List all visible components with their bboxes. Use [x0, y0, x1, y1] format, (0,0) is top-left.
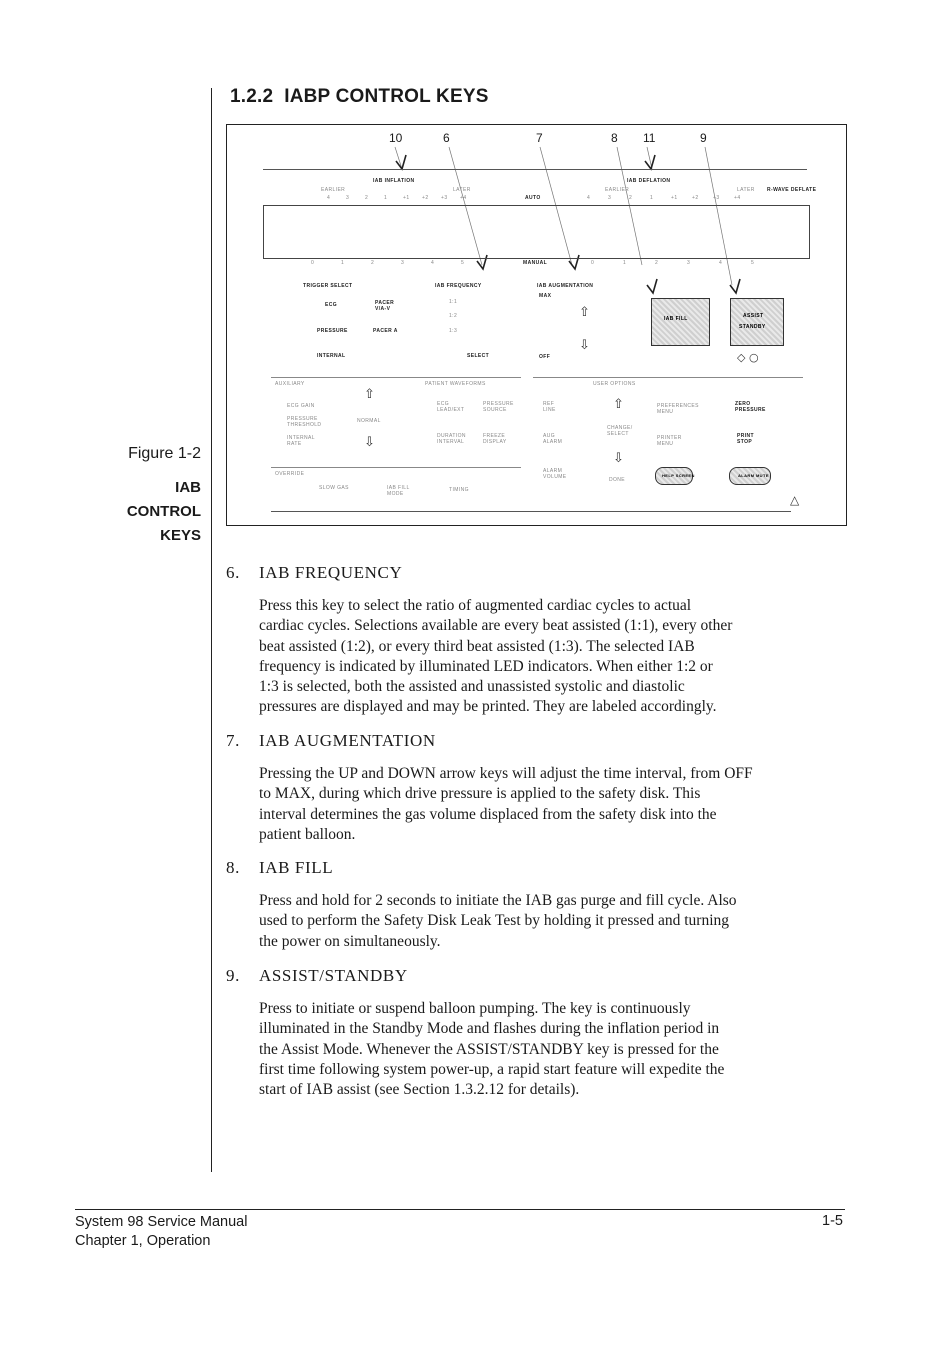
item-body [259, 999, 838, 1100]
body-line: beat assisted (1:2), or every third beat assisted (1:3). The selected IAB [259, 637, 695, 655]
pressure-trigger-label: PRESSURE [317, 328, 348, 334]
freeze-display-key[interactable]: FREEZE DISPLAY [483, 433, 507, 445]
item-number: 6. [226, 563, 240, 582]
assist-indicator-icon: ◇ ○ [737, 351, 759, 364]
item-iab-augmentation [226, 731, 838, 845]
callout-11: 11 [643, 131, 656, 145]
body-line: to MAX, during which drive pressure is applied to the safety disk. This [259, 785, 701, 803]
deflation-bottom-tick: 5 [751, 260, 755, 266]
done-key[interactable]: DONE [609, 477, 626, 483]
figure-caption [111, 441, 201, 548]
body-line: patient balloon. [259, 825, 356, 843]
pressure-threshold-label[interactable]: PRESSURE THRESHOLD [287, 416, 322, 428]
deflation-earlier-label: EARLIER [605, 187, 630, 193]
item-assist-standby [226, 966, 838, 1100]
frequency-select-key[interactable]: SELECT [467, 353, 490, 359]
internal-rate-label[interactable]: INTERNAL RATE [287, 435, 315, 447]
ref-line-key[interactable]: REF LINE [543, 401, 556, 413]
aux-down-arrow-icon[interactable]: ⇩ [364, 435, 375, 450]
duration-interval-key[interactable]: DURATION INTERVAL [437, 433, 466, 445]
inflation-bottom-tick: 5 [461, 260, 465, 266]
body-line: pressures are displayed and may be printed. They are labeled accordingly. [259, 698, 717, 716]
warning-triangle-icon: △ [790, 493, 800, 507]
deflation-scale-tick: +2 [692, 195, 699, 201]
inflation-scale-tick: +1 [403, 195, 410, 201]
deflation-scale-tick: 3 [608, 195, 612, 201]
page-number: 1-5 [822, 1213, 843, 1229]
ecg-gain-label[interactable]: ECG GAIN [287, 403, 315, 409]
patient-waveforms-label: PATIENT WAVEFORMS [425, 381, 486, 387]
deflation-scale-tick: 2 [629, 195, 633, 201]
callout-6: 6 [443, 131, 450, 145]
iab-frequency-label: IAB FREQUENCY [435, 283, 482, 289]
callout-7: 7 [536, 131, 543, 145]
inflation-scale-tick: +4 [460, 195, 467, 201]
inflation-bottom-tick: 2 [371, 260, 375, 266]
auxiliary-label: AUXILIARY [275, 381, 305, 387]
iab-fill-key[interactable] [651, 298, 710, 346]
item-number: 9. [226, 966, 240, 985]
body-line: the power on simultaneously. [259, 932, 441, 950]
chapter-title: Chapter 1, Operation [75, 1233, 211, 1249]
figure-title: IAB CONTROL KEYS [126, 479, 201, 544]
body-line: Press to initiate or suspend balloon pumping. The key is continuously [259, 1000, 691, 1017]
body-line: interval determines the gas volume displaced from the safety disk into the [259, 805, 717, 823]
trigger-select-label: TRIGGER SELECT [303, 283, 353, 289]
item-number: 8. [226, 858, 240, 877]
auto-label: AUTO [525, 195, 541, 201]
item-heading: ASSIST/STANDBY [259, 966, 408, 985]
inflation-scale-tick: +2 [422, 195, 429, 201]
slow-gas-key[interactable]: SLOW GAS [319, 485, 349, 491]
panel-bottom-edge [271, 511, 791, 512]
normal-label: NORMAL [357, 418, 381, 424]
panel-top-edge [263, 169, 807, 171]
aux-up-arrow-icon[interactable]: ⇧ [364, 387, 375, 402]
change-select-key[interactable]: CHANGE/ SELECT [607, 425, 633, 437]
alarm-volume-key[interactable]: ALARM VOLUME [543, 468, 567, 480]
alarm-mute-label: ALARM MUTE [738, 473, 769, 478]
deflation-bottom-tick: 1 [623, 260, 627, 266]
item-body [259, 891, 838, 952]
inflation-bottom-tick: 1 [341, 260, 345, 266]
figure-number: Figure 1-2 [128, 445, 201, 462]
ecg-trigger-label: ECG [325, 302, 338, 308]
footer-rule [75, 1209, 845, 1210]
item-heading: IAB AUGMENTATION [259, 731, 436, 750]
body-line: Press this key to select the ratio of augmented cardiac cycles to actual [259, 597, 692, 614]
augmentation-down-arrow-icon[interactable]: ⇩ [579, 338, 590, 353]
display-window [263, 205, 810, 259]
printer-menu-key[interactable]: PRINTER MENU [657, 435, 682, 447]
item-iab-fill [226, 858, 838, 952]
user-options-label: USER OPTIONS [593, 381, 636, 387]
item-heading: IAB FREQUENCY [259, 563, 403, 582]
item-number: 7. [226, 731, 240, 750]
iab-fill-mode-key[interactable]: IAB FILL MODE [387, 485, 410, 497]
deflation-scale-tick: +4 [734, 195, 741, 201]
ratio-1-2-label: 1:2 [449, 313, 458, 319]
pacer-vv-label: PACER V/A-V [375, 300, 395, 312]
body-line: illuminated in the Standby Mode and flashes during the inflation period in [259, 1020, 720, 1038]
deflation-bottom-tick: 2 [655, 260, 659, 266]
pacer-a-label: PACER A [373, 328, 398, 334]
inflation-bottom-tick: 3 [401, 260, 405, 266]
print-stop-key[interactable]: PRINT STOP [737, 433, 754, 445]
section-divider [271, 377, 521, 378]
inflation-later-label: LATER [453, 187, 471, 193]
body-line: used to perform the Safety Disk Leak Test by holding it pressed and turning [259, 912, 729, 930]
override-label: OVERRIDE [275, 471, 305, 477]
deflation-scale-tick: +3 [713, 195, 720, 201]
body-line: Pressing the UP and DOWN arrow keys will adjust the time interval, from OFF [259, 765, 753, 782]
user-up-arrow-icon[interactable]: ⇧ [613, 397, 624, 412]
item-iab-frequency [226, 563, 838, 718]
help-screen-key[interactable] [655, 467, 693, 485]
item-heading: IAB FILL [259, 858, 334, 877]
ecg-lead-key[interactable]: ECG LEAD/EXT [437, 401, 465, 413]
assist-standby-key[interactable] [730, 298, 784, 346]
user-down-arrow-icon[interactable]: ⇩ [613, 451, 624, 466]
deflation-bottom-tick: 4 [719, 260, 723, 266]
inflation-scale-tick: 2 [365, 195, 369, 201]
deflation-scale-tick: 1 [650, 195, 654, 201]
footer-left [75, 1213, 247, 1251]
body-line: frequency is indicated by illuminated LED indicators. When either 1:2 or [259, 657, 713, 675]
deflation-scale-tick: 4 [587, 195, 591, 201]
inflation-bottom-tick: 4 [431, 260, 435, 266]
aug-alarm-key[interactable]: AUG ALARM [543, 433, 563, 445]
section-divider [533, 377, 803, 378]
section-number: 1.2.2 [230, 86, 274, 107]
margin-rule [211, 88, 212, 1172]
deflation-scale-tick: +1 [671, 195, 678, 201]
inflation-scale-tick: 1 [384, 195, 388, 201]
pressure-source-key[interactable]: PRESSURE SOURCE [483, 401, 514, 413]
r-wave-deflate-label: R-WAVE DEFLATE [767, 187, 817, 193]
inflation-scale-tick: +3 [441, 195, 448, 201]
callout-9: 9 [700, 131, 707, 145]
augmentation-up-arrow-icon[interactable]: ⇧ [579, 305, 590, 320]
internal-trigger-label: INTERNAL [317, 353, 346, 359]
iab-inflation-label: IAB INFLATION [373, 178, 415, 184]
iab-deflation-label: IAB DEFLATION [627, 178, 671, 184]
item-body [259, 596, 838, 718]
section-title: IABP CONTROL KEYS [284, 86, 489, 107]
iab-fill-key-label: IAB FILL [664, 316, 688, 322]
control-panel-figure [226, 124, 847, 526]
body-line: cardiac cycles. Selections available are every beat assisted (1:1), every other [259, 617, 733, 635]
max-label: MAX [539, 293, 552, 299]
iab-augmentation-label: IAB AUGMENTATION [537, 283, 594, 289]
deflation-bottom-tick: 3 [687, 260, 691, 266]
timing-key[interactable]: TIMING [449, 487, 469, 493]
item-body [259, 764, 838, 845]
alarm-mute-key[interactable] [729, 467, 771, 485]
callout-10: 10 [389, 131, 403, 145]
help-screen-label: HELP SCREEN [662, 473, 695, 478]
deflation-later-label: LATER [737, 187, 755, 193]
body-line: 1:3 is selected, both the assisted and unassisted systolic and diastolic [259, 678, 685, 696]
ratio-1-3-label: 1:3 [449, 328, 458, 334]
inflation-scale-tick: 4 [327, 195, 331, 201]
callout-8: 8 [611, 131, 618, 145]
assist-key-label: ASSIST [743, 313, 764, 319]
manual-title: System 98 Service Manual [75, 1214, 248, 1230]
body-line: Press and hold for 2 seconds to initiate the IAB gas purge and fill cycle. Also [259, 892, 737, 909]
inflation-scale-tick: 3 [346, 195, 350, 201]
body-line: start of IAB assist (see Section 1.3.2.12 for details). [259, 1081, 580, 1099]
manual-label: MANUAL [523, 260, 548, 266]
deflation-bottom-tick: 0 [591, 260, 595, 266]
zero-pressure-key[interactable]: ZERO PRESSURE [735, 401, 766, 413]
ratio-1-1-label: 1:1 [449, 299, 458, 305]
section-divider [271, 467, 521, 468]
inflation-earlier-label: EARLIER [321, 187, 346, 193]
preferences-menu-key[interactable]: PREFERENCES MENU [657, 403, 699, 415]
standby-key-label: STANDBY [739, 324, 766, 330]
body-line: first time following system power-up, a rapid start feature will expedite the [259, 1060, 725, 1078]
body-line: the Assist Mode. Whenever the ASSIST/STANDBY key is pressed for the [259, 1040, 719, 1058]
off-label: OFF [539, 354, 551, 360]
section-heading [230, 86, 489, 108]
inflation-bottom-tick: 0 [311, 260, 315, 266]
